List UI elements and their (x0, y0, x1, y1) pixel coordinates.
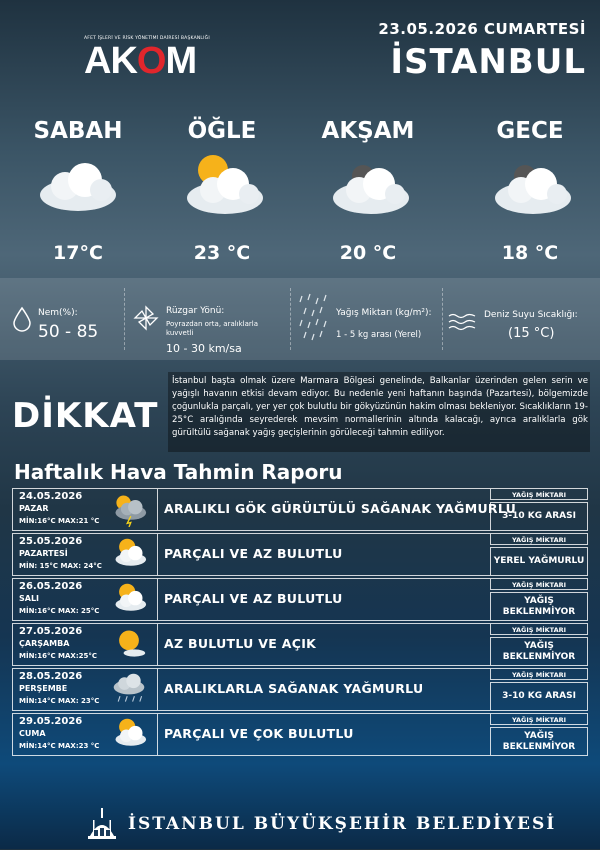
day-cell (12, 668, 158, 711)
description-cell (158, 623, 490, 666)
day-periods (0, 118, 600, 268)
wind-detail: Poyrazdan orta, aralıklarla kuvvetli (166, 320, 259, 337)
day-date: 27.05.2026 (19, 626, 83, 637)
humidity-stat (8, 278, 122, 360)
table-row (12, 623, 588, 668)
humidity-label: Nem(%): (38, 308, 78, 318)
period-name: GECE (496, 118, 564, 144)
logo-text-c: M (165, 40, 197, 82)
period-sabah (8, 118, 148, 264)
day-cell (12, 578, 158, 621)
sun-cloud-icon (177, 150, 267, 220)
day-date: 28.05.2026 (19, 671, 83, 682)
logo-text-a: AK (84, 40, 137, 82)
period-name: ÖĞLE (187, 118, 257, 144)
sun-cloud-icon (109, 581, 149, 617)
sea-label: Deniz Suyu Sıcaklığı: (484, 310, 578, 320)
humidity-value: 50 - 85 (38, 322, 99, 342)
day-minmax: MİN:14°C MAX:23 °C (19, 742, 100, 750)
rain-amount-value: YEREL YAĞMURLU (490, 547, 588, 576)
day-cell (12, 488, 158, 531)
day-name: PAZAR (19, 504, 49, 513)
period-temp: 20 °C (339, 242, 397, 264)
weekly-title: Haftalık Hava Tahmin Raporu (14, 460, 343, 484)
rain-amount-value: 3-10 KG ARASI (490, 682, 588, 711)
warning-text: İstanbul başta olmak üzere Marmara Bölgesi genelinde, Balkanlar üzerinden gelen serin ve yağışlı havanın etkisi devam ediyor. Bu nedenle yeni haftanın başında (Pazartesi), bölgemizde çoğunlukla parçalı, yer yer çok bulutlu bir gökyüzünün hakim olması bekleniyor. Sıcaklıkların 19-25°C aralığında seyrederek mevsim normallerinin altında kalacağı, ayrıca aralıklarla gök gürültülü sağanak yağış geçişlerinin görüleceği tahmin ediliyor. (172, 376, 588, 438)
wind-label: Rüzgar Yönü: (166, 306, 225, 316)
stat-divider (442, 288, 443, 350)
table-row (12, 488, 588, 533)
day-date: 25.05.2026 (19, 536, 83, 547)
moon-cloud-icon (323, 150, 413, 220)
period-temp: 18 °C (501, 242, 559, 264)
day-description: PARÇALI VE AZ BULUTLU (164, 591, 343, 606)
pinwheel-icon (132, 304, 160, 332)
rain-amount-label: YAĞIŞ MİKTARI (490, 668, 588, 680)
period-name: SABAH (33, 118, 123, 144)
day-minmax: MİN:16°C MAX:21 °C (19, 517, 100, 525)
day-cell (12, 623, 158, 666)
rain-cell (490, 533, 588, 576)
description-cell (158, 578, 490, 621)
period-temp: 17°C (53, 242, 103, 264)
logo-text (84, 40, 196, 83)
rain-amount-label: YAĞIŞ MİKTARI (490, 488, 588, 500)
ibb-logo-icon (84, 806, 120, 846)
table-row (12, 533, 588, 578)
sea-value: (15 °C) (508, 326, 555, 341)
rain-cell (490, 713, 588, 756)
footer (0, 800, 600, 850)
rain-amount-label: YAĞIŞ MİKTARI (490, 578, 588, 590)
rain-amount-value: YAĞIŞ BEKLENMİYOR (490, 637, 588, 666)
day-minmax: MİN: 15°C MAX: 24°C (19, 562, 102, 570)
moon-cloud-icon (485, 150, 575, 220)
weekly-table (12, 488, 588, 758)
footer-org: İSTANBUL BÜYÜKŞEHİR BELEDİYESİ (128, 814, 557, 834)
sun-icon (109, 626, 149, 662)
day-description: PARÇALI VE AZ BULUTLU (164, 546, 343, 561)
day-minmax: MİN:16°C MAX: 25°C (19, 607, 100, 615)
warning-title: DİKKAT (12, 396, 159, 436)
period-aksam (298, 118, 438, 264)
description-cell (158, 488, 517, 531)
day-cell (12, 713, 158, 756)
rain-amount-label: YAĞIŞ MİKTARI (490, 533, 588, 545)
day-name: ÇARŞAMBA (19, 639, 70, 648)
rain-cell (490, 578, 588, 621)
day-name: PAZARTESİ (19, 549, 68, 558)
description-cell (158, 668, 490, 711)
akom-logo (84, 36, 214, 86)
period-name: AKŞAM (321, 118, 415, 144)
cloud-icon (33, 150, 123, 220)
logo-subtitle: AFET İŞLERİ VE RİSK YÖNETİMİ DAİRESİ BAŞKANLIĞI (84, 36, 210, 41)
day-date: 24.05.2026 (19, 491, 83, 502)
rain-amount-value: YAĞIŞ BEKLENMİYOR (490, 592, 588, 621)
period-ogle (152, 118, 292, 264)
description-cell (158, 533, 490, 576)
table-row (12, 578, 588, 623)
sea-stat (444, 278, 600, 360)
stat-divider (124, 288, 125, 350)
table-row (12, 668, 588, 713)
period-temp: 23 °C (193, 242, 251, 264)
wind-stat (126, 278, 290, 360)
period-gece (460, 118, 600, 264)
day-name: PERŞEMBE (19, 684, 68, 693)
table-row (12, 713, 588, 758)
day-description: ARALIKLARLA SAĞANAK YAĞMURLU (164, 681, 424, 696)
day-description: PARÇALI VE ÇOK BULUTLU (164, 726, 354, 741)
day-description: AZ BULUTLU VE AÇIK (164, 636, 317, 651)
rain-cell (490, 623, 588, 666)
day-minmax: MİN:14°C MAX: 23°C (19, 697, 100, 705)
stat-divider (290, 288, 291, 350)
description-cell (158, 713, 490, 756)
date-label: 23.05.2026 CUMARTESİ (378, 20, 586, 38)
rain-label: Yağış Miktarı (kg/m²): (336, 308, 432, 318)
logo-text-b: O (136, 40, 166, 82)
sun-cloud-icon (109, 716, 149, 752)
rain-value: 1 - 5 kg arası (Yerel) (336, 330, 422, 340)
sun-cloud-icon (109, 536, 149, 572)
waves-icon (448, 312, 476, 332)
day-cell (12, 533, 158, 576)
rain-cloud-icon (109, 671, 149, 707)
thunderstorm-icon (109, 491, 149, 527)
rain-amount-value: YAĞIŞ BEKLENMİYOR (490, 727, 588, 756)
rain-icon (298, 292, 330, 342)
day-date: 29.05.2026 (19, 716, 83, 727)
rain-amount-label: YAĞIŞ MİKTARI (490, 623, 588, 635)
day-name: SALI (19, 594, 40, 603)
rain-stat (292, 278, 442, 360)
rain-cell (490, 668, 588, 711)
rain-amount-value: 3-10 KG ARASI (490, 502, 588, 531)
rain-amount-label: YAĞIŞ MİKTARI (490, 713, 588, 725)
droplet-icon (12, 306, 32, 332)
day-name: CUMA (19, 729, 46, 738)
rain-cell (490, 488, 588, 531)
day-description: ARALIKLI GÖK GÜRÜLTÜLÜ SAĞANAK YAĞMURLU (164, 501, 517, 516)
day-date: 26.05.2026 (19, 581, 83, 592)
stats-bar (0, 278, 600, 360)
day-minmax: MİN:16°C MAX:25°C (19, 652, 98, 660)
wind-value: 10 - 30 km/sa (166, 342, 242, 355)
city-title: İSTANBUL (390, 42, 586, 82)
